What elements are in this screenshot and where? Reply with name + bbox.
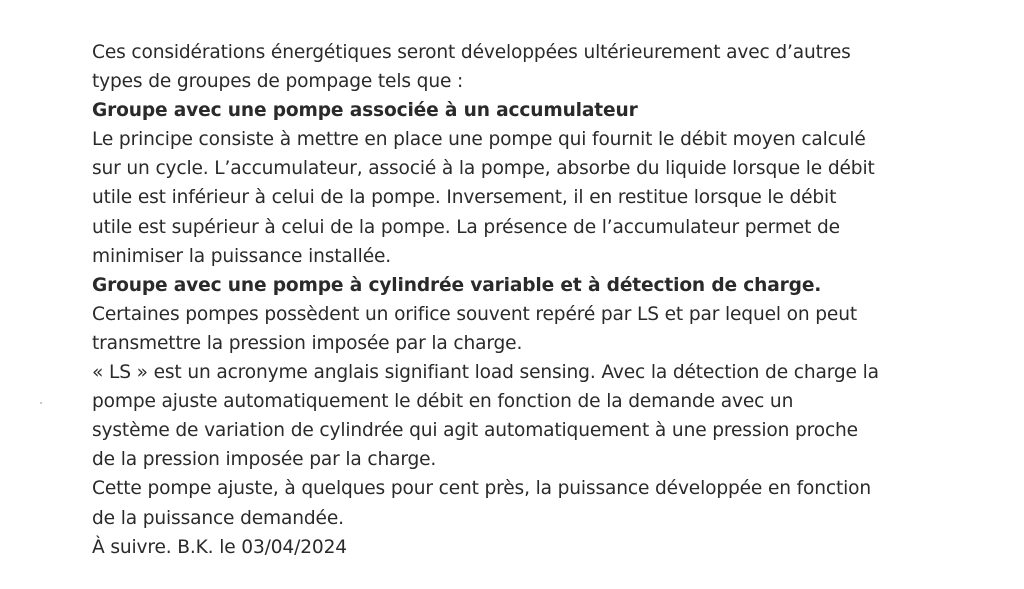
document-body	[92, 38, 902, 562]
text-line: Le principe consiste à mettre en place une pompe qui fournit le débit moyen calculé	[92, 129, 866, 151]
section-heading-load-sensing: Groupe avec une pompe à cylindrée variable et à détection de charge.	[92, 274, 822, 296]
signature-line: À suivre. B.K. le 03/04/2024	[92, 536, 347, 558]
text-line: sur un cycle. L’accumulateur, associé à la pompe, absorbe du liquide lorsque le débit	[92, 158, 875, 180]
text-line: minimiser la puissance installée.	[92, 245, 392, 267]
text-line: transmettre la pression imposée par la charge.	[92, 332, 523, 354]
text-line: de la pression imposée par la charge.	[92, 449, 437, 471]
text-line: Certaines pompes possèdent un orifice souvent repéré par LS et par lequel on peut	[92, 303, 857, 325]
text-line: types de groupes de pompage tels que :	[92, 71, 464, 93]
section-heading-accumulator: Groupe avec une pompe associée à un accumulateur	[92, 100, 638, 122]
text-line: de la puissance demandée.	[92, 507, 344, 529]
text-line: Cette pompe ajuste, à quelques pour cent près, la puissance développée en fonction	[92, 478, 872, 500]
text-line: utile est inférieur à celui de la pompe. Inversement, il en restitue lorsque le débit	[92, 187, 837, 209]
text-line: utile est supérieur à celui de la pompe. La présence de l’accumulateur permet de	[92, 216, 840, 238]
text-line: système de variation de cylindrée qui agit automatiquement à une pression proche	[92, 420, 858, 442]
scan-speck	[40, 402, 42, 404]
text-line: Ces considérations énergétiques seront développées ultérieurement avec d’autres	[92, 42, 851, 63]
text-line: « LS » est un acronyme anglais signifiant load sensing. Avec la détection de charge la	[92, 362, 879, 384]
text-line: pompe ajuste automatiquement le débit en fonction de la demande avec un	[92, 391, 794, 413]
